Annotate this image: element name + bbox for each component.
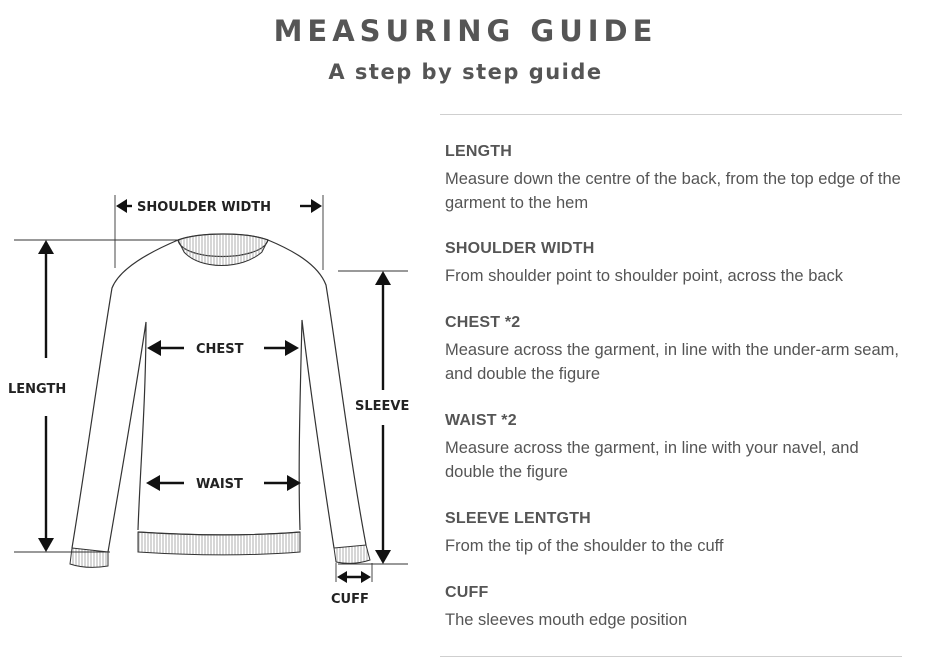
guide-heading: SHOULDER WIDTH [445, 240, 595, 257]
guide-item-cuff [445, 584, 905, 632]
guide-item-waist [445, 412, 905, 484]
label-waist: WAIST [196, 477, 243, 492]
label-cuff: CUFF [331, 592, 369, 607]
guide-heading: LENGTH [445, 143, 512, 160]
right-cuff-rib [334, 545, 370, 563]
label-length: LENGTH [8, 382, 67, 397]
guide-heading: SLEEVE LENTGTH [445, 510, 591, 527]
collar-rib [178, 234, 268, 266]
page-subtitle: A step by step guide [328, 60, 603, 84]
guide-item-shoulder-width [445, 240, 905, 288]
label-chest: CHEST [196, 342, 244, 357]
guide-item-chest [445, 314, 905, 386]
guide-item-sleeve-length [445, 510, 905, 558]
label-sleeve: SLEEVE [355, 399, 410, 414]
guide-text: Measure down the centre of the back, from the top edge of the garment to the hem [445, 170, 901, 212]
label-shoulder-width: SHOULDER WIDTH [137, 200, 272, 215]
guide-bottom-divider [440, 656, 902, 657]
guide-text: From shoulder point to shoulder point, across the back [445, 267, 844, 285]
guide-text: From the tip of the shoulder to the cuff [445, 537, 724, 555]
page-title: MEASURING GUIDE [273, 14, 658, 48]
guide-heading: CHEST *2 [445, 314, 521, 331]
guide-text: Measure across the garment, in line with the under-arm seam, and double the figure [445, 341, 899, 383]
left-cuff-rib [70, 548, 108, 567]
hem-rib [138, 532, 300, 555]
guide-heading: CUFF [445, 584, 489, 601]
guide-heading: WAIST *2 [445, 412, 517, 429]
sweater-illustration [72, 234, 366, 552]
guide-text: The sleeves mouth edge position [445, 611, 688, 629]
guide-item-length [445, 143, 905, 215]
guide-text: Measure across the garment, in line with your navel, and double the figure [445, 439, 859, 481]
guide-top-divider [440, 114, 902, 115]
